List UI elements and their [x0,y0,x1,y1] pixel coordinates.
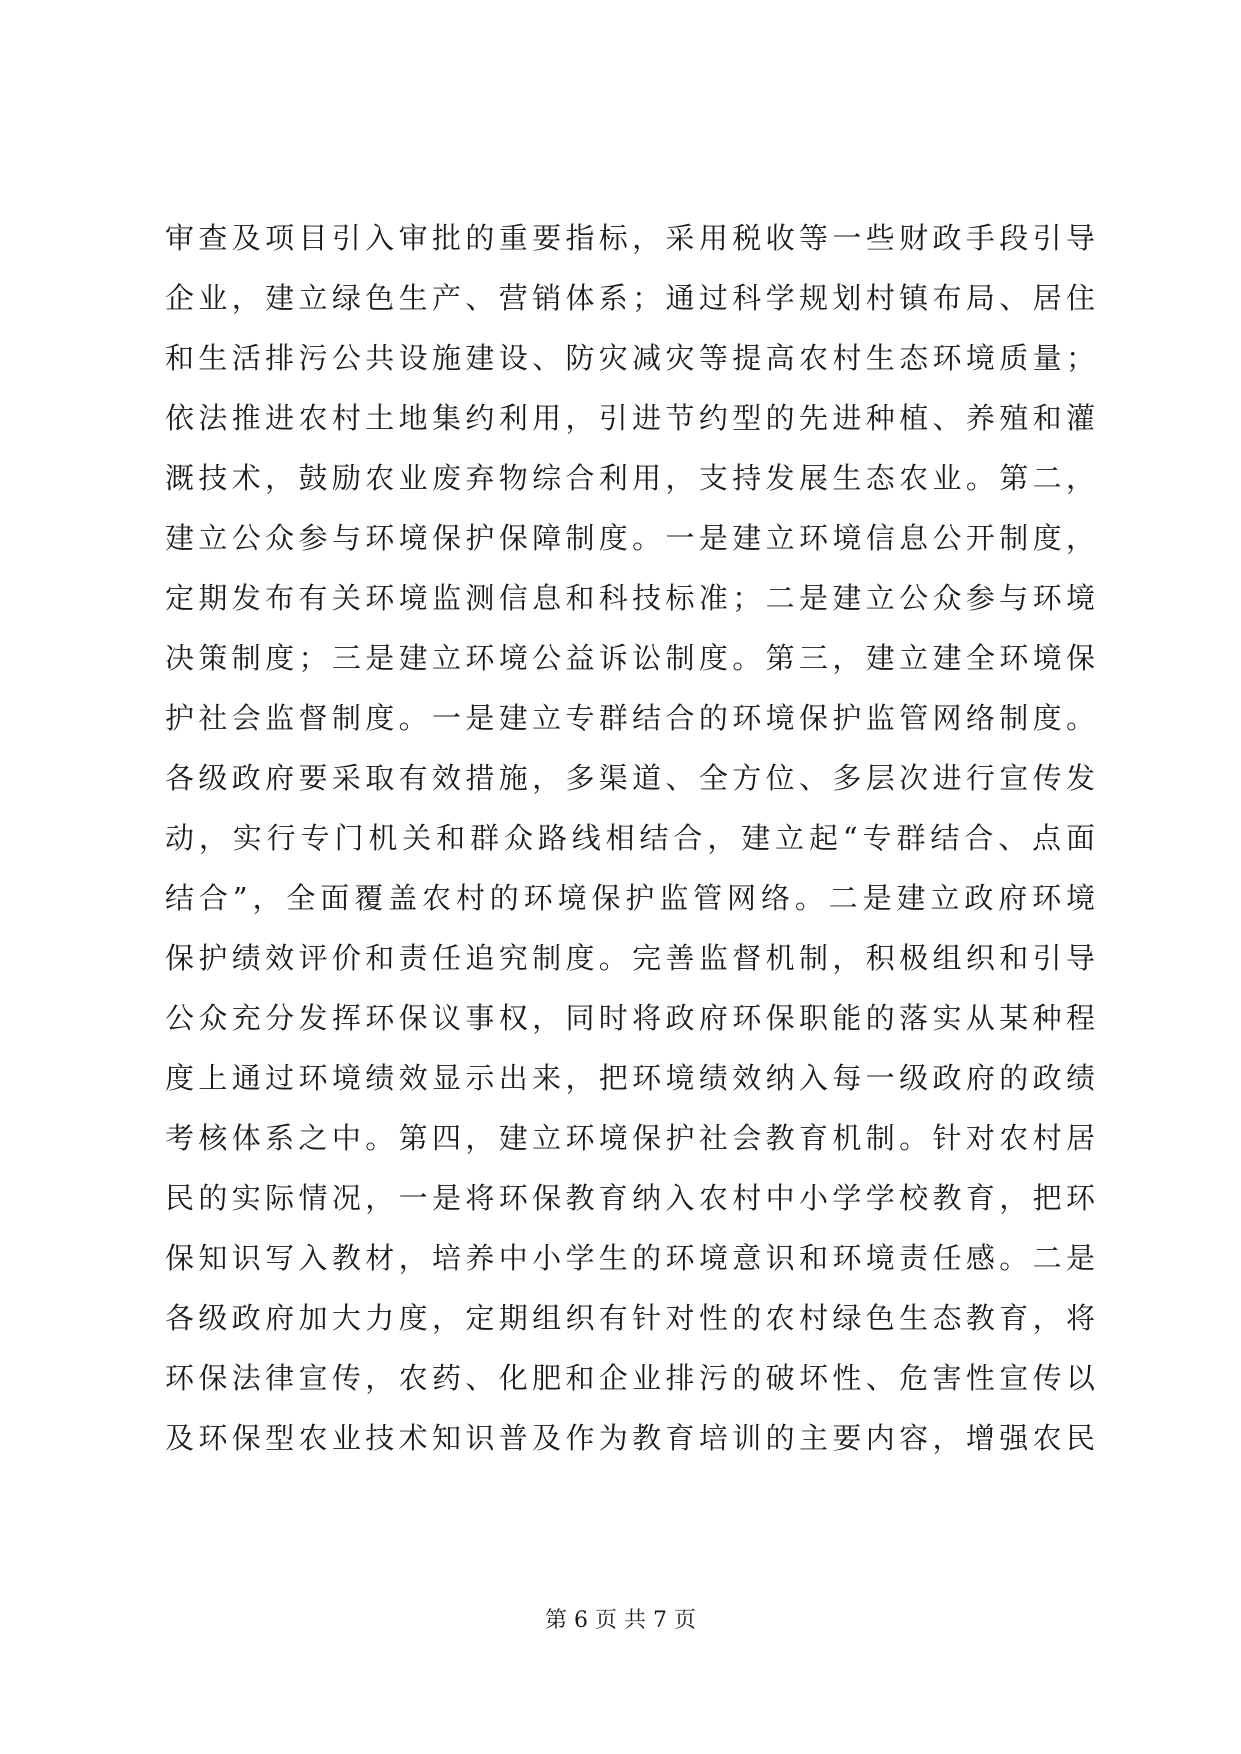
text-line: 结合”，全面覆盖农村的环境保护监管网络。二是建立政府环境 [165,881,1095,915]
text-line: 度上通过环境绩效显示出来，把环境绩效纳入每一级政府的政绩 [165,1061,1095,1095]
text-line: 环保法律宣传，农药、化肥和企业排污的破坏性、危害性宣传以 [165,1361,1095,1395]
text-line: 考核体系之中。第四，建立环境保护社会教育机制。针对农村居 [165,1121,1095,1155]
text-line: 民的实际情况，一是将环保教育纳入农村中小学学校教育，把环 [165,1181,1095,1215]
page-number-footer: 第 6 页 共 7 页 [545,1608,696,1633]
text-line: 护社会监督制度。一是建立专群结合的环境保护监管网络制度。 [165,701,1095,735]
text-line: 各级政府要采取有效措施，多渠道、全方位、多层次进行宣传发 [165,761,1095,795]
body-text [165,208,1095,1468]
text-line: 审查及项目引入审批的重要指标，采用税收等一些财政手段引导 [165,221,1095,255]
text-line: 公众充分发挥环保议事权，同时将政府环保职能的落实从某种程 [165,1001,1095,1035]
text-line: 决策制度；三是建立环境公益诉讼制度。第三，建立建全环境保 [165,641,1095,675]
text-line: 和生活排污公共设施建设、防灾减灾等提高农村生态环境质量； [165,341,1095,375]
text-line: 各级政府加大力度，定期组织有针对性的农村绿色生态教育，将 [165,1301,1095,1335]
text-line: 建立公众参与环境保护保障制度。一是建立环境信息公开制度， [165,521,1095,555]
text-line: 及环保型农业技术知识普及作为教育培训的主要内容，增强农民 [165,1421,1095,1455]
text-line: 依法推进农村土地集约利用，引进节约型的先进种植、养殖和灌 [165,401,1095,435]
text-line: 保护绩效评价和责任追究制度。完善监督机制，积极组织和引导 [165,941,1095,975]
text-line: 动，实行专门机关和群众路线相结合，建立起“专群结合、点面 [165,821,1095,855]
text-line: 企业，建立绿色生产、营销体系；通过科学规划村镇布局、居住 [165,281,1095,315]
text-line: 定期发布有关环境监测信息和科技标准；二是建立公众参与环境 [165,581,1095,615]
text-line: 保知识写入教材，培养中小学生的环境意识和环境责任感。二是 [165,1241,1095,1275]
text-line: 溉技术，鼓励农业废弃物综合利用，支持发展生态农业。第二， [165,461,1095,495]
